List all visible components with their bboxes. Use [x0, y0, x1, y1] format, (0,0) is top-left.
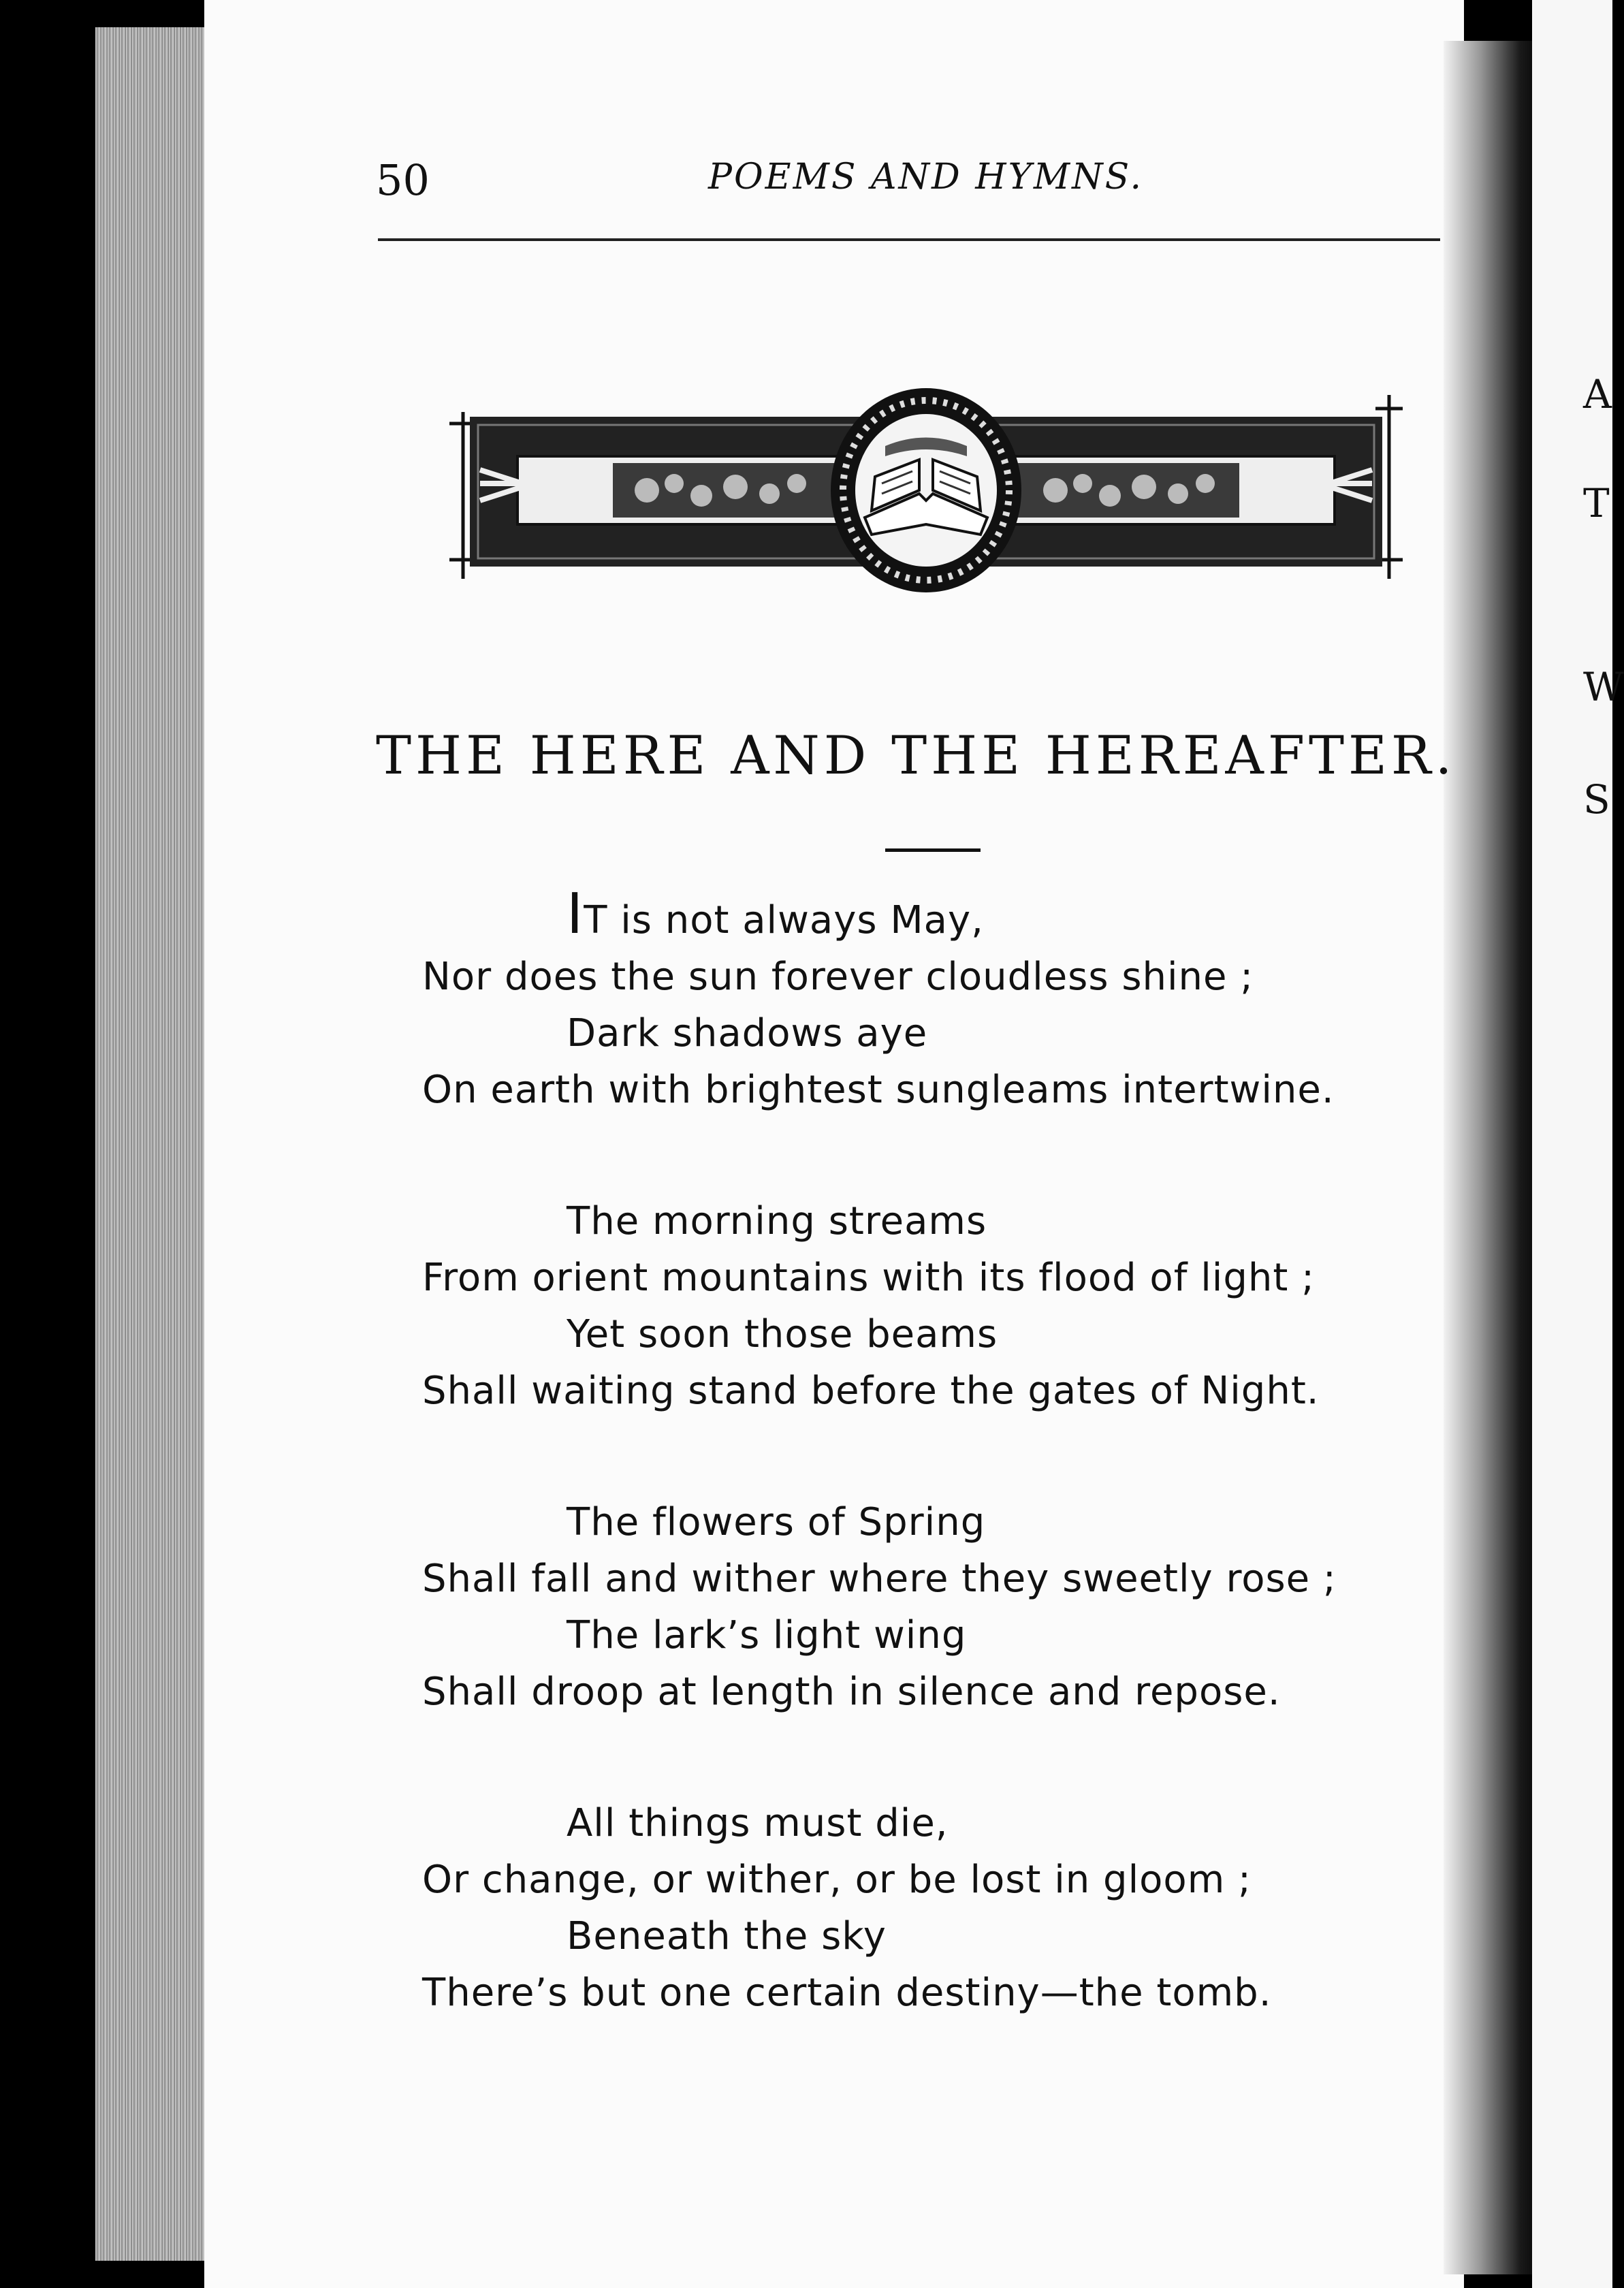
- poem-line: Shall droop at length in silence and repose.: [422, 1670, 1281, 1714]
- poem-line: There’s but one certain destiny—the tomb.: [422, 1971, 1272, 2015]
- facing-page-letter: A: [1583, 371, 1612, 417]
- poem-body: [422, 882, 1416, 2096]
- poem-line: All things must die,: [567, 1801, 949, 1845]
- poem-line: On earth with brightest sungleams intertwine.: [422, 1068, 1335, 1112]
- poem-line: Or change, or wither, or be lost in gloom ;: [422, 1858, 1252, 1902]
- facing-page-letter: T: [1583, 480, 1610, 526]
- running-title: POEMS AND HYMNS.: [708, 157, 1143, 197]
- page-number: 50: [376, 155, 430, 205]
- poem-line: Shall waiting stand before the gates of Night.: [422, 1369, 1320, 1413]
- poem-line: The lark’s light wing: [567, 1613, 967, 1657]
- poem-line: Yet soon those beams: [567, 1312, 998, 1356]
- facing-page-letter: W: [1583, 664, 1624, 710]
- stanza: [422, 1795, 1416, 2021]
- drop-cap: I: [567, 882, 584, 947]
- ornament-medallion: [831, 388, 1021, 592]
- poem-line: Shall fall and wither where they sweetly rose ;: [422, 1557, 1337, 1601]
- poem-line: [422, 882, 1416, 949]
- book-page-edges: [95, 27, 211, 2261]
- header-rule: [378, 238, 1440, 241]
- poem-line: The flowers of Spring: [567, 1500, 986, 1544]
- poem-line-text: T is not always May,: [584, 898, 984, 942]
- facing-page-letter: S: [1583, 776, 1610, 823]
- poem-title: THE HERE AND THE HEREAFTER.: [376, 725, 1456, 786]
- poem-line: Nor does the sun forever cloudless shine ;: [422, 955, 1254, 999]
- poem-line: From orient mountains with its flood of light ;: [422, 1256, 1315, 1300]
- poem-line: Beneath the sky: [567, 1914, 887, 1958]
- facing-page: [1532, 0, 1612, 2288]
- poem-line: Dark shadows aye: [567, 1011, 928, 1055]
- stanza: [422, 882, 1416, 1118]
- stanza: [422, 1193, 1416, 1419]
- headpiece-ornament: [449, 381, 1403, 599]
- title-rule: [885, 848, 981, 852]
- book-gutter: [1444, 41, 1546, 2274]
- stanza: [422, 1494, 1416, 1720]
- poem-line: The morning streams: [567, 1199, 987, 1243]
